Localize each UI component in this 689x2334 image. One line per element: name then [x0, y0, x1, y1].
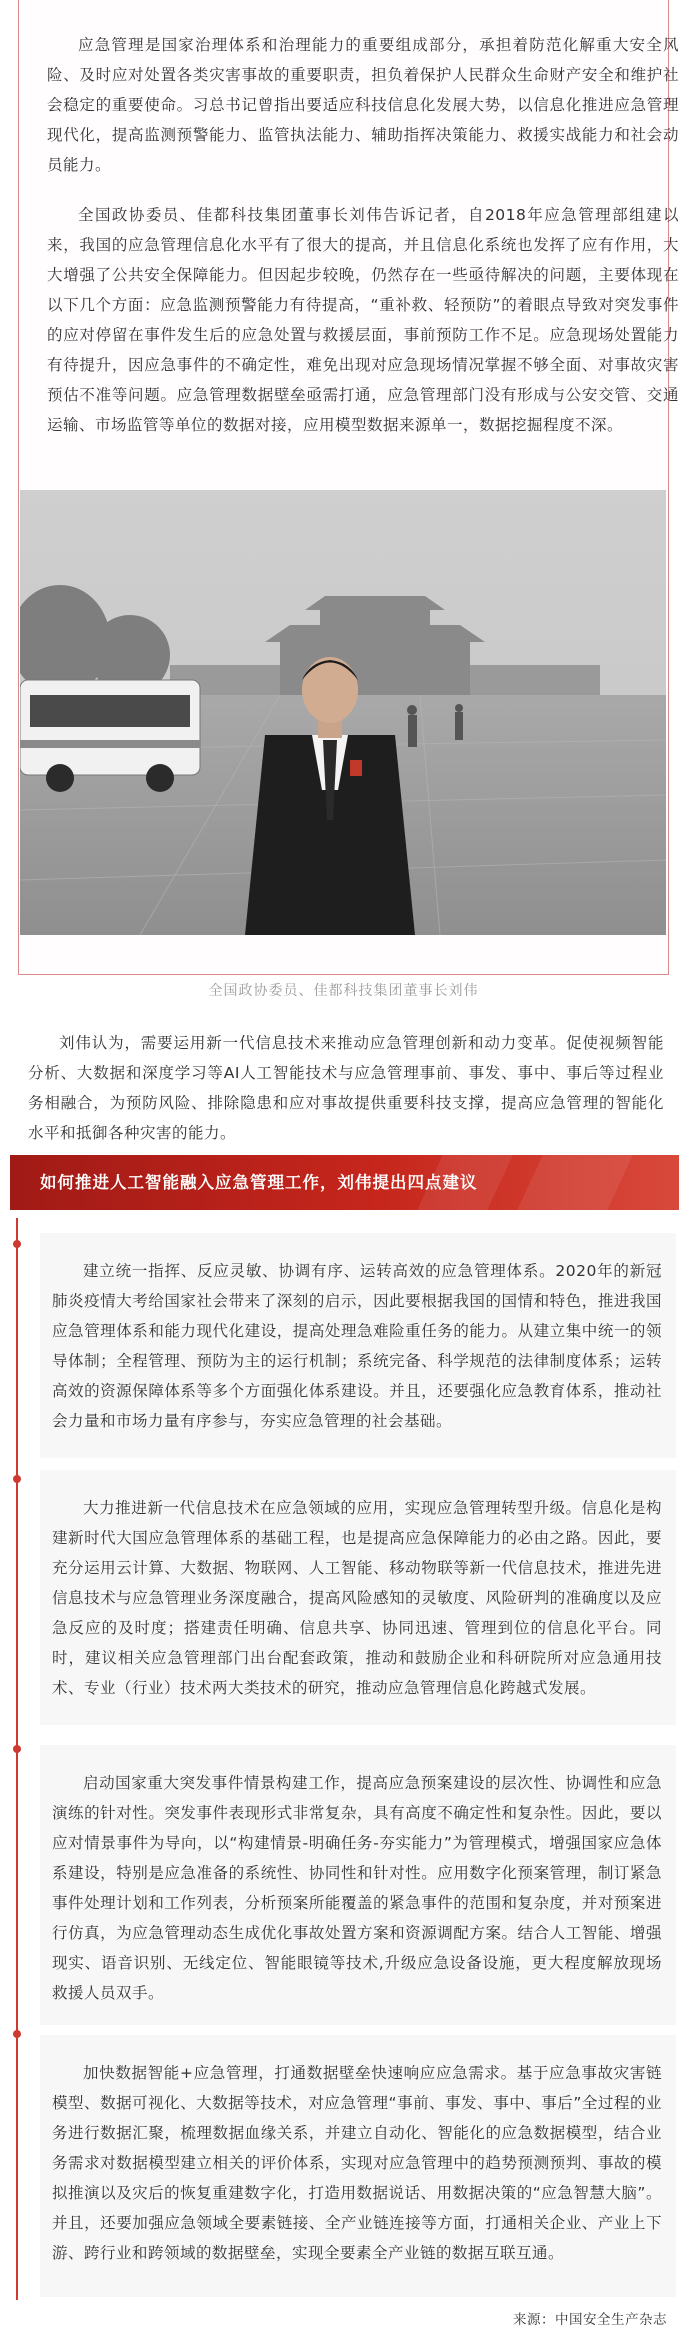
intro-paragraph-2: 全国政协委员、佳都科技集团董事长刘伟告诉记者，自2018年应急管理部组建以来，我国的应急管理信息化水平有了很大的提高，并且信息化系统也发挥了应有作用，大大增强了公共安全保障能力。但因起步较晚，仍然存在一些亟待解决的问题，主要体现在以下几个方面：应急监测预警能力有待提高，“重补救、轻预防”的着眼点导致对突发事件的应对停留在事件发生后的应急处置与救援层面，事前预防工作不足。应急现场处置能力有待提升，因应急事件的不确定性，难免出现对应急现场情况掌握不够全面、对事故灾害预估不准等问题。应急管理数据壁垒亟需打通，应急管理部门没有形成与公安交管、交通运输、市场监管等单位的数据对接，应用模型数据来源单一，数据挖掘程度不深。: [47, 206, 679, 434]
suggestion-text: 加快数据智能+应急管理，打通数据壁垒快速响应应急需求。基于应急事故灾害链模型、数据可视化、大数据等技术，对应急管理“事前、事发、事中、事后”全过程的业务进行数据汇聚，梳理数据血缘关系，并建立自动化、智能化的应急数据模型，结合业务需求对数据模型建立相关的评价体系，实现对应急管理中的趋势预测预判、事故的模拟推演以及灾后的恢复重建数字化，打造用数据说话、用数据决策的“应急智慧大脑”。并且，还要加强应急领域全要素链接、全产业链连接等方面，打通相关企业、产业上下游、跨行业和跨领域的数据壁垒，实现全要素全产业链的数据互联互通。: [52, 2064, 662, 2262]
body-paragraph: 刘伟认为，需要运用新一代信息技术来推动应急管理创新和动力变革。促使视频智能分析、大数据和深度学习等AI人工智能技术与应急管理事前、事发、事中、事后等过程业务相融合，为预防风险、排除隐患和应对事故提供重要科技支撑，提高应急管理的智能化水平和抵御各种灾害的能力。: [28, 1034, 664, 1142]
suggestion-text: 启动国家重大突发事件情景构建工作，提高应急预案建设的层次性、协调性和应急演练的针对性。突发事件表现形式非常复杂，具有高度不确定性和复杂性。因此，要以应对情景事件为导向，以“构建情景-明确任务-夯实能力”为管理模式，增强国家应急体系建设，特别是应急准备的系统性、协同性和针对性。应用数字化预案管理，制订紧急事件处理计划和工作列表，分析预案所能覆盖的紧急事件的范围和复杂度，并对预案进行仿真，为应急管理动态生成优化事故处置方案和资源调配方案。结合人工智能、增强现实、语音识别、无线定位、智能眼镜等技术,升级应急设备设施，更大程度解放现场救援人员双手。: [52, 1774, 662, 2002]
timeline-dot: [13, 1745, 21, 1753]
timeline-line: [16, 1218, 18, 2300]
photo-caption: 全国政协委员、佳都科技集团董事长刘伟: [208, 983, 479, 999]
timeline-dot: [13, 1475, 21, 1483]
photo-illustration: [20, 490, 666, 935]
suggestion-card-3: [40, 1745, 676, 2025]
banner-decoration: [517, 1155, 633, 1210]
suggestion-text: 建立统一指挥、反应灵敏、协调有序、运转高效的应急管理体系。2020年的新冠肺炎疫情大考给国家社会带来了深刻的启示，因此要根据我国的国情和特色，推进我国应急管理体系和能力现代化建设，提高处理急难险重任务的能力。从建立集中统一的领导体制；全程管理、预防为主的运行机制；系统完备、科学规范的法律制度体系；运转高效的资源保障体系等多个方面强化体系建设。并且，还要强化应急教育体系，推动社会力量和市场力量有序参与，夯实应急管理的社会基础。: [52, 1262, 662, 1430]
source-credit: 来源：中国安全生产杂志: [513, 2312, 667, 2328]
photo-liu-wei: [20, 490, 666, 935]
banner-title: 如何推进人工智能融入应急管理工作，刘伟提出四点建议: [40, 1173, 478, 1192]
intro-paragraph-1: 应急管理是国家治理体系和治理能力的重要组成部分，承担着防范化解重大安全风险、及时应对处置各类灾害事故的重要职责，担负着保护人民群众生命财产安全和维护社会稳定的重要使命。习总书记曾指出要适应科技信息化发展大势，以信息化推进应急管理现代化，提高监测预警能力、监管执法能力、辅助指挥决策能力、救援实战能力和社会动员能力。: [47, 36, 679, 174]
suggestion-text: 大力推进新一代信息技术在应急领域的应用，实现应急管理转型升级。信息化是构建新时代大国应急管理体系的基础工程，也是提高应急保障能力的必由之路。因此，要充分运用云计算、大数据、物联网、人工智能、移动物联等新一代信息技术，推进先进信息技术与应急管理业务深度融合，提高风险感知的灵敏度、风险研判的准确度以及应急反应的及时度；搭建责任明确、信息共享、协同迅速、管理到位的信息化平台。同时，建议相关应急管理部门出台配套政策，推动和鼓励企业和科研院所对应急通用技术、专业（行业）技术两大类技术的研究，推动应急管理信息化跨越式发展。: [52, 1499, 662, 1697]
suggestion-card-2: [40, 1470, 676, 1725]
timeline-dot: [13, 2030, 21, 2038]
timeline-dot: [13, 1240, 21, 1248]
shuttle-bus: [20, 680, 200, 792]
suggestion-card-4: [40, 2035, 676, 2297]
section-banner: [10, 1155, 679, 1210]
suggestion-card-1: [40, 1233, 676, 1458]
